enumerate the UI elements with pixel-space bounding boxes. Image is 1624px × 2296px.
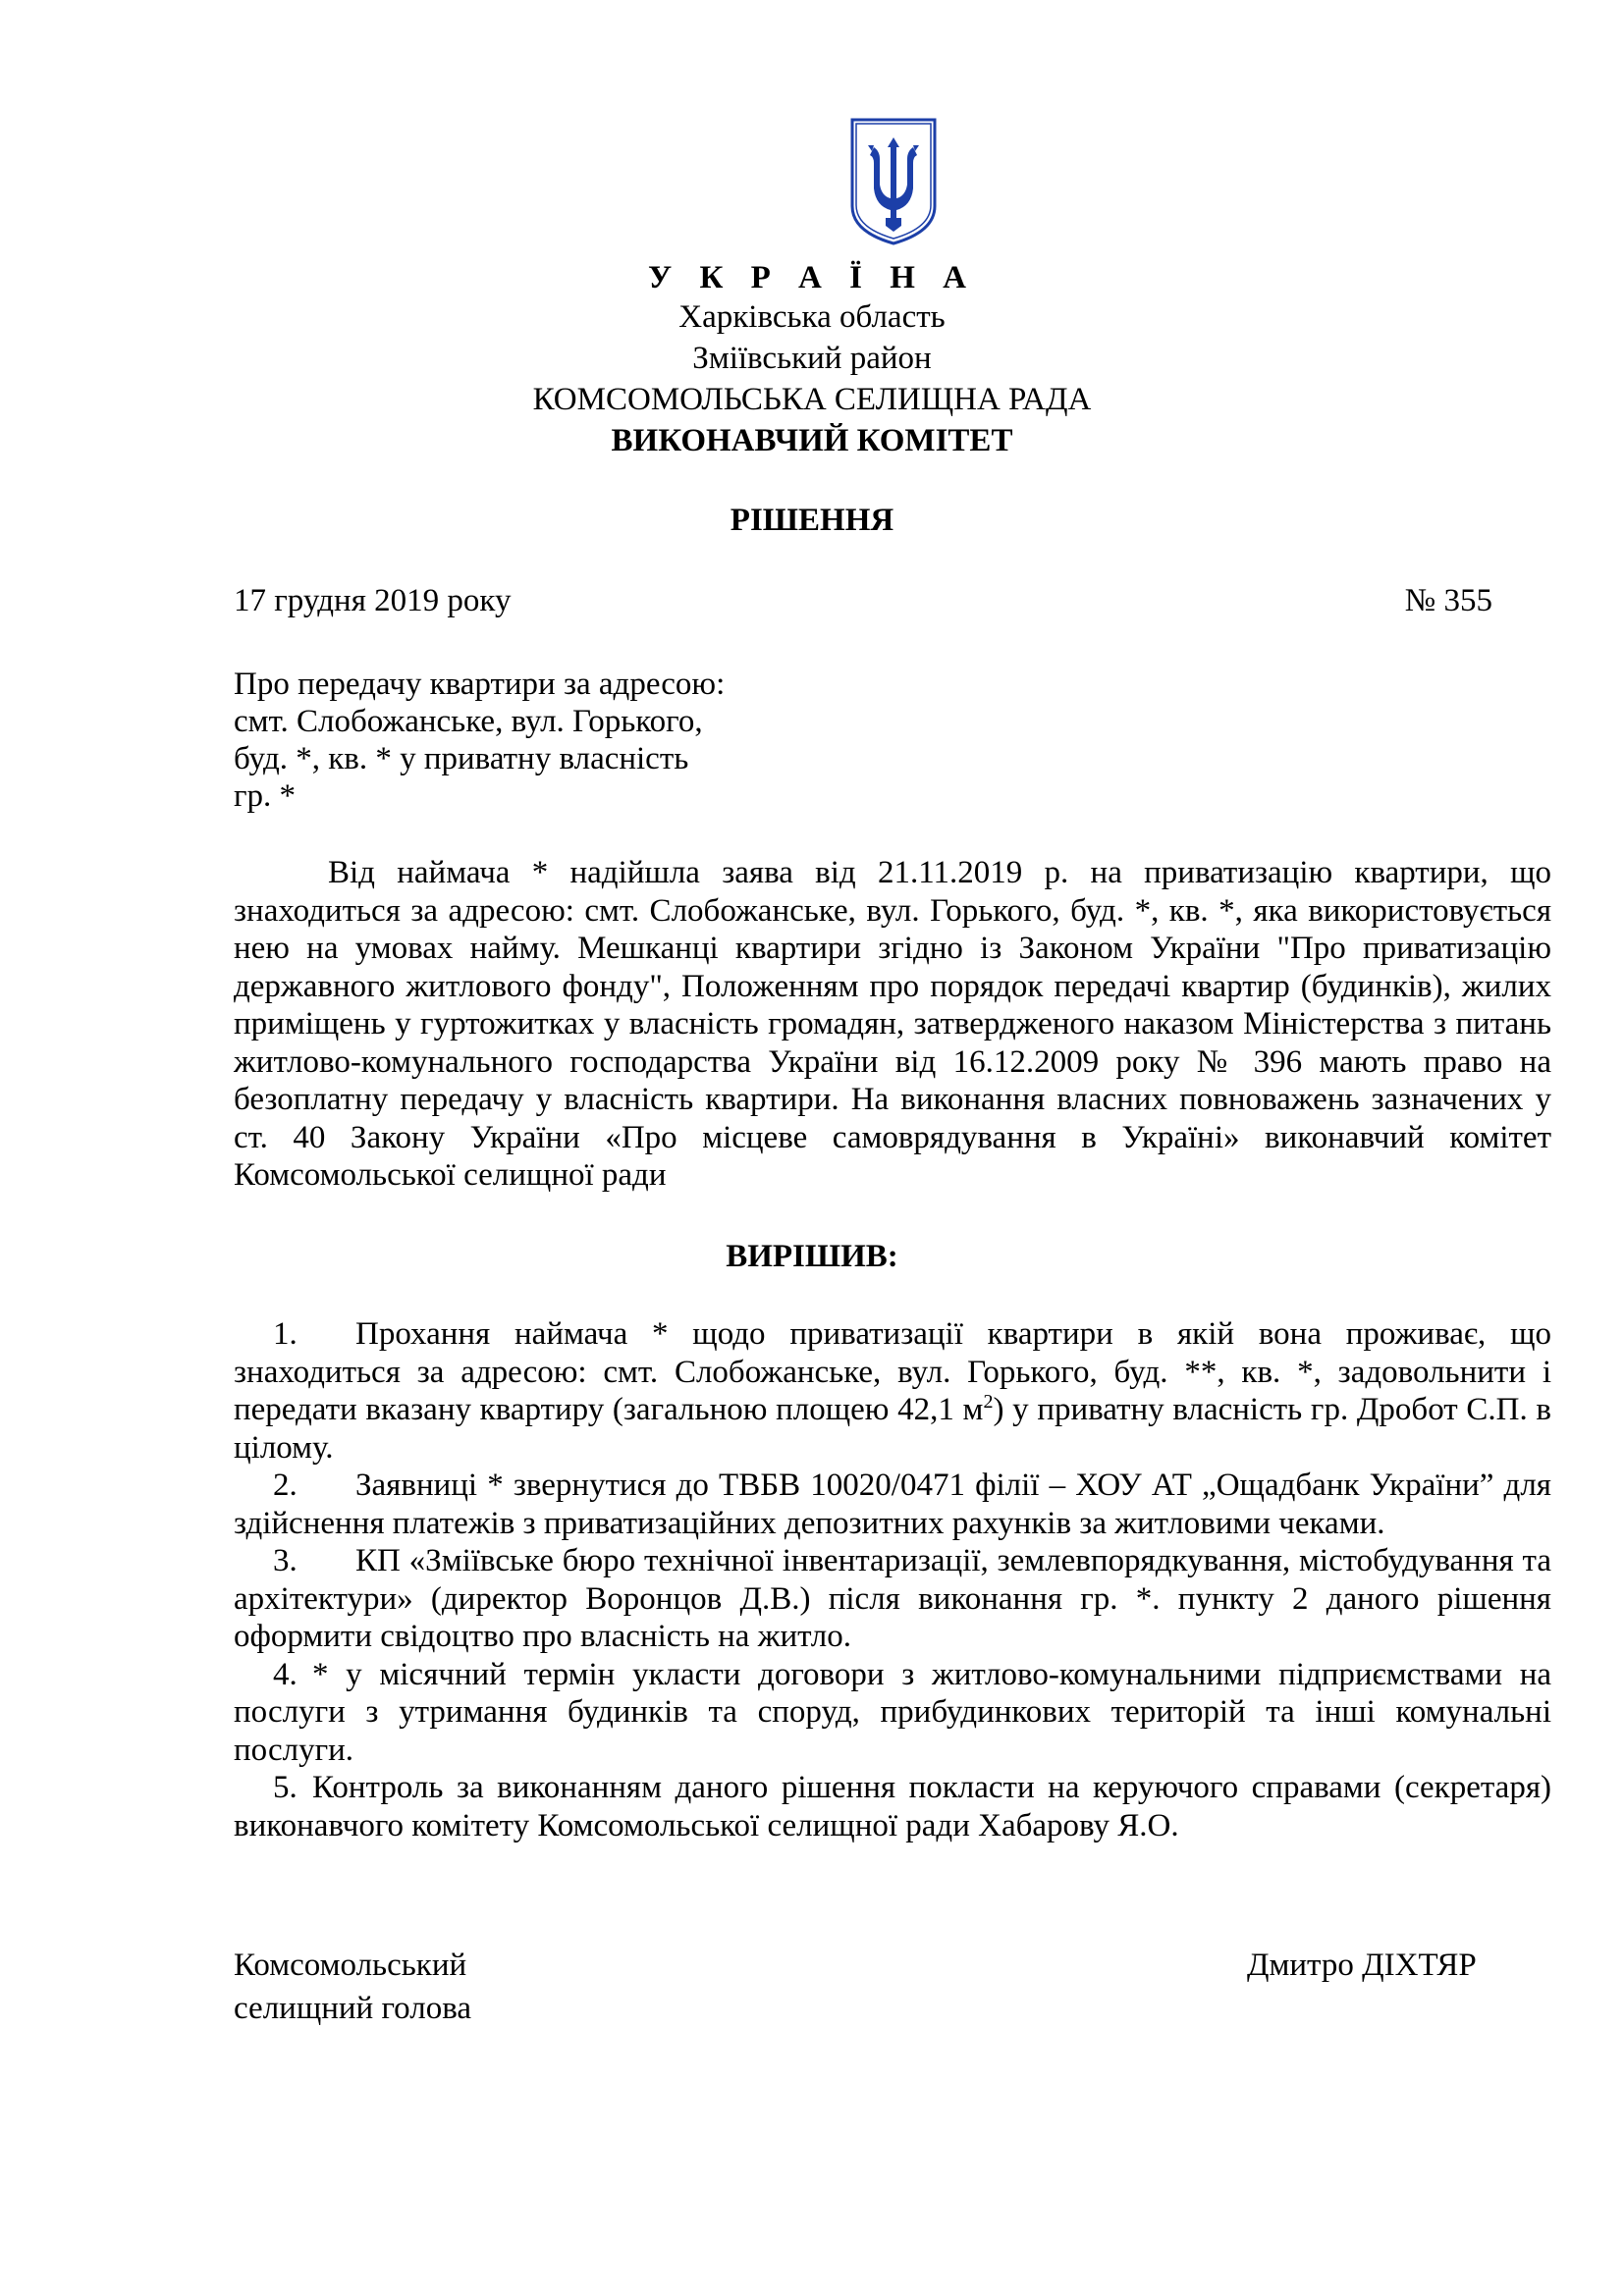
superscript: 2 [983,1391,994,1413]
decision-number: № 355 [1404,583,1492,618]
committee-line: ВИКОНАВЧИЙ КОМІТЕТ [611,423,1013,458]
subject-line: буд. *, кв. * у приватну власність [234,741,689,776]
resolved-heading: ВИРІШИВ: [726,1239,898,1274]
item-number: 1. [273,1316,298,1352]
item-number: 2. [273,1468,298,1503]
subject-line: гр. * [234,778,297,814]
item-text: Прохання наймача * щодо приватизації квартири в якій вона проживає, що знаходиться за адресою: смт. Слобожанське, вул. Горького, буд. **, кв. *, задовольнити і передати вказану квартиру (загальною площею 42,1 м [234,1316,1551,1427]
preamble-paragraph: Від наймача * надійшла заява від 21.11.2019 р. на приватизацію квартири, що знаходиться за адресою: смт. Слобожанське, вул. Горького, буд. *, кв. *, яка використовується нею на умовах найму. Мешканці квартири згідно із Законом України "Про приватизацію державного житлового фонду", Положенням про порядок передачі квартир (будинків), жилих приміщень у гуртожитках у власність громадян, затвердженого наказом Міністерства з питань житлово-комунального господарства України від 16.12.2009 року № 396 мають право на безоплатну передачу у власність квартири. На виконання власних повноважень зазначених у ст. 40 Закону України «Про місцеве самоврядування в Україні» виконавчий комітет Комсомольської селищної ради [234,855,1551,1193]
country-heading: У К Р А Ї Н А [648,260,976,295]
item-text: Контроль за виконанням даного рішення покласти на керуючого справами (секретаря) виконавчого комітету Комсомольської селищної ради Хабарову Я.О. [234,1770,1551,1843]
trident-coat-of-arms-icon [848,116,939,247]
subject-line: Про передачу квартири за адресою: [234,667,726,702]
resolution-items [234,1315,1551,1844]
item-number: 3. [273,1543,298,1578]
signatory-position [234,1944,471,2030]
signatory-name: Дмитро ДІХТЯР [1247,1948,1477,1983]
district-line: Зміївський район [692,341,932,376]
item-text: * у місячний термін укласти договори з житлово-комунальними підприємствами на послуги з утримання будинків та споруд, прибудинкових територій та інші комунальні послуги. [234,1656,1551,1768]
resolution-item [234,1315,1551,1467]
item-text: КП «Зміївське бюро технічної інвентаризації, землевпорядкування, містобудування та архітектури» (директор Воронцов Д.В.) після виконання гр. *. пункту 2 даного рішення оформити свідоцтво про власність на житло. [234,1543,1551,1654]
item-number: 5. [273,1770,298,1805]
resolution-item [234,1656,1551,1770]
item-number: 4. [273,1656,298,1692]
decision-date: 17 грудня 2019 року [234,583,512,618]
decision-subject [234,666,744,815]
resolution-item [234,1467,1551,1542]
position-line: селищний голова [234,1991,472,2026]
decision-title: РІШЕННЯ [730,503,894,538]
date-number-row [234,583,1492,619]
subject-line: смт. Слобожанське, вул. Горького, [234,704,703,739]
item-text: ) у приватну власність гр. Дробот С.П. в цілому. [234,1392,1551,1466]
position-line: Комсомольський [234,1948,467,1983]
council-line: КОМСОМОЛЬСЬКА СЕЛИЩНА РАДА [532,382,1092,417]
resolution-item [234,1769,1551,1844]
resolution-item [234,1542,1551,1656]
item-text: Заявниці * звернутися до ТВБВ 10020/0471 філії – ХОУ АТ „Ощадбанк України” для здійснення платежів з приватизаційних депозитних рахунків за житловими чеками. [234,1468,1551,1541]
region-line: Харківська область [678,299,946,335]
